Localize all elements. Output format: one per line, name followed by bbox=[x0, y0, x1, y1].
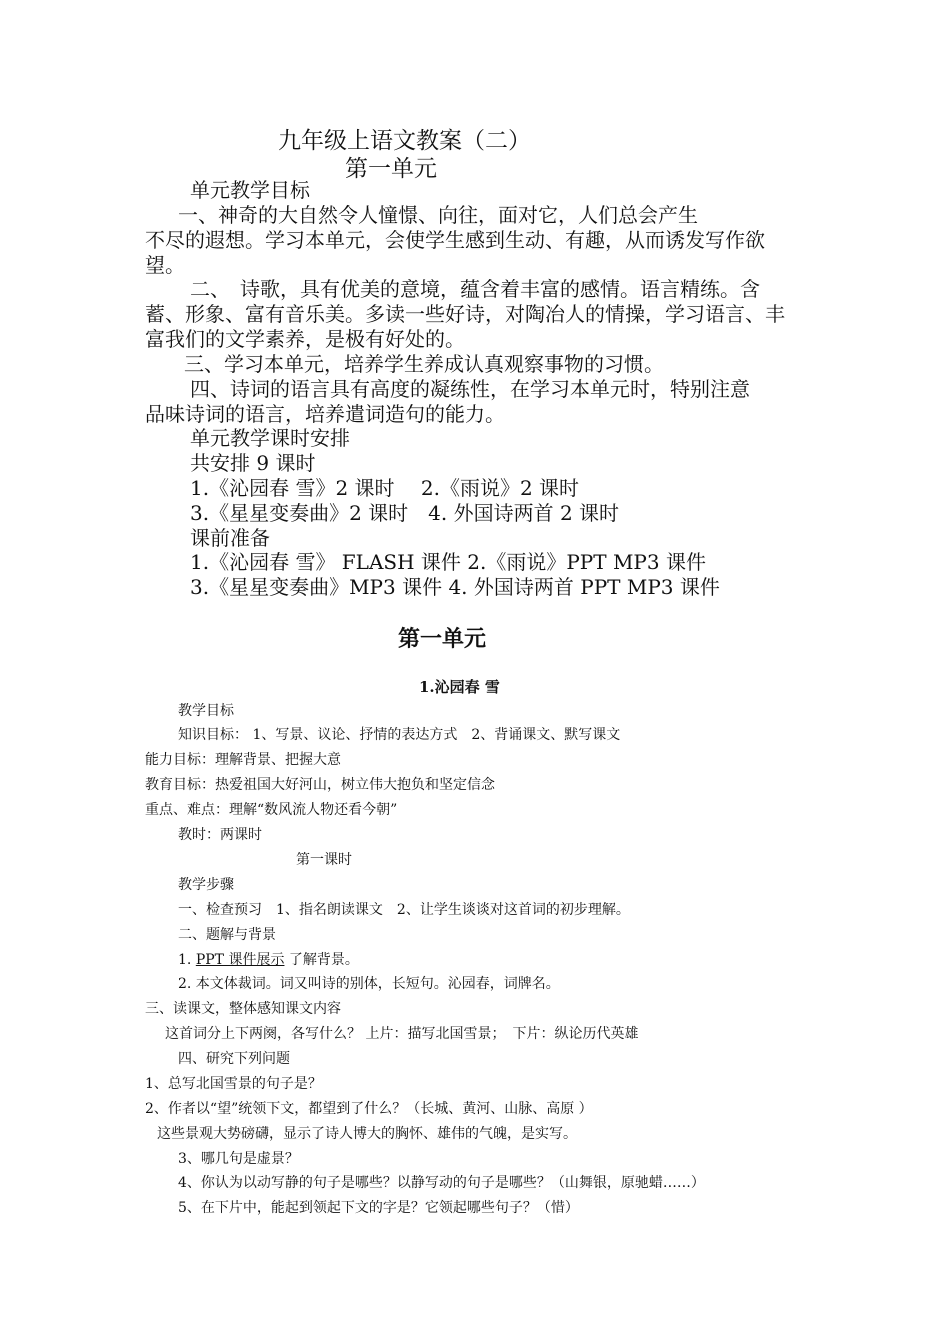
question-5: 5、在下片中，能起到领起下文的字是？它领起哪些句子？（惜） bbox=[178, 1200, 579, 1216]
lesson-title: 1.沁园春 雪 bbox=[419, 678, 500, 696]
goal-4-line-2: 品味诗词的语言，培养遣词造句的能力。 bbox=[145, 402, 505, 426]
schedule-line-2: 3.《星星变奏曲》2 课时 4. 外国诗两首 2 课时 bbox=[190, 501, 620, 525]
knowledge-goal: 知识目标： 1、写景、议论、抒情的表达方式 2、背诵课文、默写课文 bbox=[178, 727, 621, 743]
step-2-1 bbox=[178, 951, 359, 969]
schedule-line-1: 1.《沁园春 雪》2 课时 2.《雨说》2 课时 bbox=[190, 476, 580, 500]
schedule-total: 共安排 9 课时 bbox=[190, 451, 316, 475]
step-2-1-number: 1. bbox=[178, 952, 192, 968]
question-4: 4、你认为以动写静的句子是哪些？以静写动的句子是哪些？（山舞银，原驰蜡……） bbox=[178, 1175, 705, 1191]
ability-goal: 能力目标：理解背景、把握大意 bbox=[145, 752, 341, 768]
document-subtitle: 第一单元 bbox=[345, 156, 437, 182]
goal-2-line-2: 蓄、形象、富有音乐美。多读一些好诗，对陶冶人的情操，学习语言、丰 bbox=[145, 302, 785, 326]
question-1: 1、总写北国雪景的句子是？ bbox=[145, 1076, 322, 1092]
teaching-goals-label: 教学目标 bbox=[178, 703, 234, 719]
step-3: 三、读课文，整体感知课文内容 bbox=[145, 1001, 341, 1017]
question-3: 3、哪几句是虚景？ bbox=[178, 1151, 299, 1167]
step-3-detail: 这首词分上下两阕，各写什么？ 上片：描写北国雪景； 下片：纵论历代英雄 bbox=[165, 1026, 639, 1042]
step-2-2: 2. 本文体裁词。词又叫诗的别体，长短句。沁园春，词牌名。 bbox=[178, 976, 560, 992]
goal-1-line-3: 望。 bbox=[145, 253, 185, 277]
prep-line-2: 3.《星星变奏曲》MP3 课件 4. 外国诗两首 PPT MP3 课件 bbox=[190, 575, 720, 599]
ppt-courseware-link[interactable]: PPT 课件展示 bbox=[195, 952, 285, 968]
schedule-heading: 单元教学课时安排 bbox=[190, 426, 350, 450]
prep-heading: 课前准备 bbox=[190, 526, 270, 550]
step-2-1-text: 了解背景。 bbox=[284, 952, 359, 968]
question-2-note: 这些景观大势磅礴，显示了诗人博大的胸怀、雄伟的气魄，是实写。 bbox=[157, 1126, 577, 1142]
step-4: 四、研究下列问题 bbox=[178, 1051, 290, 1067]
education-goal: 教育目标：热爱祖国大好河山，树立伟大抱负和坚定信念 bbox=[145, 777, 495, 793]
goal-2-line-1: 二、 诗歌，具有优美的意境，蕴含着丰富的感情。语言精练。含 bbox=[190, 277, 760, 301]
question-2: 2、作者以“望”统领下文，都望到了什么？（长城、黄河、山脉、高原 ） bbox=[145, 1101, 593, 1117]
prep-line-1: 1.《沁园春 雪》 FLASH 课件 2.《雨说》PPT MP3 课件 bbox=[190, 550, 706, 574]
class-hours: 教时：两课时 bbox=[178, 827, 262, 843]
unit-goals-heading: 单元教学目标 bbox=[190, 178, 310, 202]
goal-2-line-3: 富我们的文学素养，是极有好处的。 bbox=[145, 327, 465, 351]
unit-heading: 第一单元 bbox=[398, 626, 487, 652]
goal-4-line-1: 四、诗词的语言具有高度的凝练性，在学习本单元时，特别注意 bbox=[190, 377, 750, 401]
step-1: 一、检查预习 1、指名朗读课文 2、让学生谈谈对这首词的初步理解。 bbox=[178, 902, 630, 918]
goal-1-line-1: 一、神奇的大自然令人憧憬、向往，面对它，人们总会产生 bbox=[178, 203, 698, 227]
goal-1-line-2: 不尽的遐想。学习本单元，会使学生感到生动、有趣，从而诱发写作欲 bbox=[145, 228, 765, 252]
key-points: 重点、难点：理解“数风流人物还看今朝” bbox=[145, 802, 398, 818]
steps-heading: 教学步骤 bbox=[178, 877, 234, 893]
document-title: 九年级上语文教案（二） bbox=[278, 128, 531, 154]
goal-3: 三、学习本单元，培养学生养成认真观察事物的习惯。 bbox=[184, 352, 664, 376]
step-2: 二、题解与背景 bbox=[178, 927, 276, 943]
first-period: 第一课时 bbox=[296, 852, 352, 868]
